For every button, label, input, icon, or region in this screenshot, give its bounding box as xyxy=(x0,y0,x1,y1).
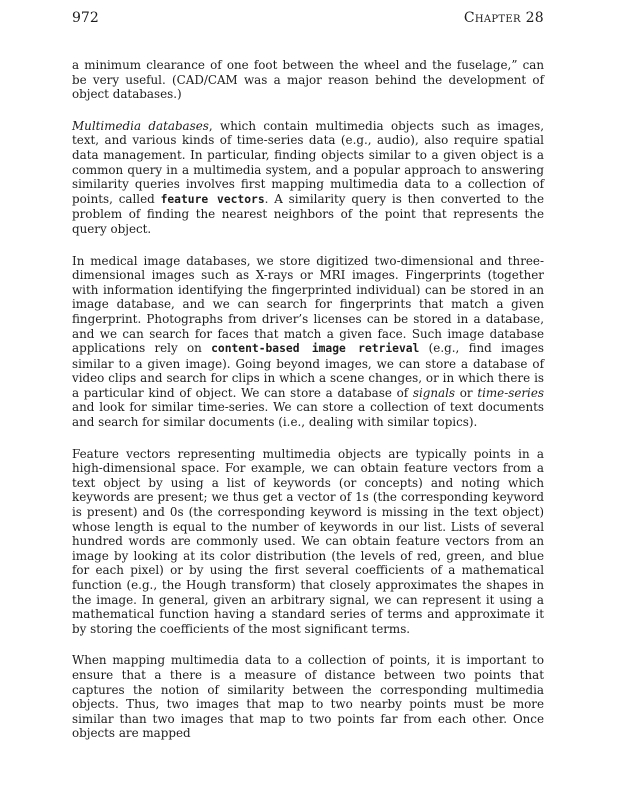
paragraph-mapping-multimedia xyxy=(72,653,544,741)
paragraph-feature-vectors xyxy=(72,447,544,637)
body-text xyxy=(72,58,544,741)
paragraph-text: a minimum clearance of one foot between the wheel and the fuselage,” can be very useful. (CAD/CAM was a major reason behind the development of object databases.) xyxy=(72,58,544,102)
page-number: 972 xyxy=(72,10,99,26)
paragraph-text: , which contain multimedia objects such as images, text, and various kinds of time-series data (e.g., audio), also require spatial data management. In particular, finding objects similar to a given object is a common query in a multimedia system, and a popular approach to answering similarity queries involves first mapping multimedia data to a collection of points, called xyxy=(72,118,544,206)
paragraph-text: In medical image databases, we store digitized two-dimensional and three-dimensional images such as X-rays or MRI images. Fingerprints (together with information identifying the fingerprinted individual) can be stored in an image database, and we can search for fingerprints that match a given fingerprint. Photographs from driver’s licenses can be stored in a database, and we can search for faces that match a given face. Such image database applications rely on xyxy=(72,253,544,356)
paragraph-text: Feature vectors representing multimedia objects are typically points in a high-dimensional space. For example, we can obtain feature vectors from a text object by using a list of keywords (or concepts) and noting which keywords are present; we thus get a vector of 1s (the corresponding keyword is present) and 0s (the corresponding keyword is missing in the text object) whose length is equal to the number of keywords in our list. Lists of several hundred words are commonly used. We can obtain feature vectors from an image by looking at its color distribution (the levels of red, green, and blue for each pixel) or by using the first several coefficients of a mathematical function (e.g., the Hough transform) that closely approximates the shapes in the image. In general, given an arbitrary signal, we can represent it using a mathematical function having a standard series of terms and approximate it by storing the coefficients of the most significant terms. xyxy=(72,446,544,636)
paragraph-text: and look for similar time-series. We can store a collection of text documents and search for similar documents (i.e., dealing with similar topics). xyxy=(72,400,544,430)
term-signals: signals xyxy=(412,385,456,400)
term-time-series: time-series xyxy=(477,385,544,400)
term-multimedia-databases: Multimedia databases xyxy=(72,118,209,133)
paragraph-multimedia-databases xyxy=(72,119,544,237)
paragraph-cad-cam xyxy=(72,58,544,102)
paragraph-text: . A similarity query is then converted to the problem of finding the nearest neighbors of the point that represents the query object. xyxy=(72,191,544,236)
running-header xyxy=(72,10,544,30)
paragraph-text: or xyxy=(455,385,478,400)
chapter-label: Chapter 28 xyxy=(463,10,544,26)
paragraph-text: (e.g., find images similar to a given image). Going beyond images, we can store a database of video clips and search for clips in which a scene changes, or in which there is a particular kind of object. We can store a database of xyxy=(72,341,544,400)
paragraph-text: When mapping multimedia data to a collection of points, it is important to ensure that a there is a measure of distance between two points that captures the notion of similarity between the corresponding multimedia objects. Thus, two images that map to two nearby points must be more similar than two images that map to two points far from each other. Once objects are mapped xyxy=(72,653,544,741)
term-feature-vectors: feature vectors xyxy=(160,192,265,206)
paragraph-medical-images xyxy=(72,254,544,430)
term-content-based-image-retrieval: content-based image retrieval xyxy=(211,342,420,356)
